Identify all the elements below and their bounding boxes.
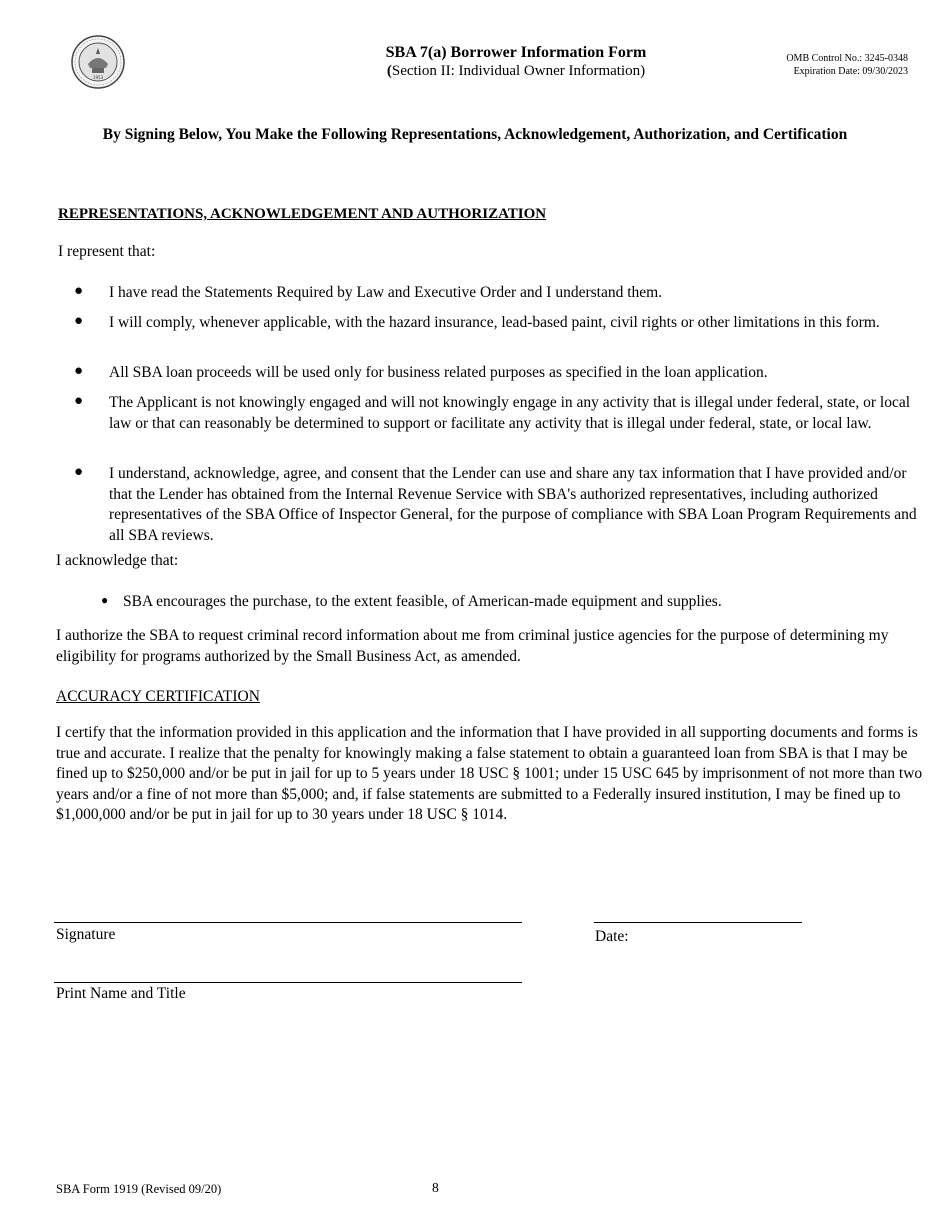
sba-seal-logo — [70, 34, 126, 90]
accuracy-text: I certify that the information provided in this application and the information that I have provided in all supporting documents and forms is true and accurate. I realize that the penalty for knowingly making a false statement to obtain a guaranteed loan from SBA is that I may be fined up to $250,000 and/or be put in jail for up to 5 years under 18 USC § 1001; under 15 USC 645 by imprisonment of not more than two years and/or a fine of not more than $5,000; and, if false statements are submitted to a Federally insured institution, I may be fined up to $1,000,000 and/or be put in jail for up to 30 years under 18 USC § 1014. — [56, 724, 923, 823]
signature-label: Signature — [56, 926, 116, 943]
omb-control-number: OMB Control No.: 3245-0348 — [786, 53, 908, 64]
representations-heading: REPRESENTATIONS, ACKNOWLEDGEMENT AND AUTHORIZATION — [58, 206, 547, 222]
representation-bullet-3: All SBA loan proceeds will be used only for business related purposes as specified in the loan application. — [109, 364, 768, 381]
representation-bullet-5: I understand, acknowledge, agree, and consent that the Lender can use and share any tax information that I have provided and/or that the Lender has obtained from the Internal Revenue Service with SBA's authorized representatives, including authorized representatives of the SBA Office of Inspector General, for the purpose of compliance with SBA Loan Program Requirements and all SBA reviews. — [109, 465, 917, 544]
signing-heading: By Signing Below, You Make the Following Representations, Acknowledgement, Authorization, and Certification — [102, 126, 848, 143]
acknowledge-intro: I acknowledge that: — [56, 552, 179, 569]
form-number-footer: SBA Form 1919 (Revised 09/20) — [56, 1182, 222, 1196]
representation-bullet-2: I will comply, whenever applicable, with the hazard insurance, lead-based paint, civil rights or other limitations in this form. — [109, 314, 880, 331]
date-line[interactable] — [594, 922, 802, 923]
subtitle-open-paren: ( — [386, 63, 392, 79]
print-name-line[interactable] — [54, 982, 522, 983]
authorize-text: I authorize the SBA to request criminal record information about me from criminal justice agencies for the purpose of determining my eligibility for programs authorized by the Small Business Act, as amended. — [56, 627, 889, 665]
bullet-dot: ● — [74, 313, 84, 329]
signature-line[interactable] — [54, 922, 522, 923]
represent-intro: I represent that: — [58, 243, 156, 260]
form-subtitle — [300, 62, 732, 80]
omb-expiration-date: Expiration Date: 09/30/2023 — [793, 66, 908, 77]
bullet-dot: ● — [74, 393, 84, 409]
omb-info — [786, 52, 908, 78]
representation-bullet-4: The Applicant is not knowingly engaged and will not knowingly engage in any activity that is illegal under federal, state, or local law or that can reasonably be determined to support or facilitate any activity that is illegal under federal, state, or local law. — [109, 394, 911, 432]
date-label: Date: — [595, 928, 629, 945]
acknowledge-bullet: SBA encourages the purchase, to the extent feasible, of American-made equipment and supplies. — [123, 593, 722, 610]
bullet-dot: ● — [101, 593, 109, 607]
accuracy-heading: ACCURACY CERTIFICATION — [56, 688, 260, 705]
bullet-dot: ● — [74, 283, 84, 299]
page-number: 8 — [432, 1180, 439, 1195]
subtitle-text: Section II: Individual Owner Information) — [391, 63, 646, 79]
bullet-dot: ● — [74, 363, 84, 379]
representation-bullet-1: I have read the Statements Required by Law and Executive Order and I understand them. — [109, 284, 663, 301]
svg-text:1953: 1953 — [92, 75, 104, 80]
bullet-dot: ● — [74, 464, 84, 480]
print-name-label: Print Name and Title — [56, 985, 186, 1002]
form-title: SBA 7(a) Borrower Information Form — [385, 44, 647, 61]
